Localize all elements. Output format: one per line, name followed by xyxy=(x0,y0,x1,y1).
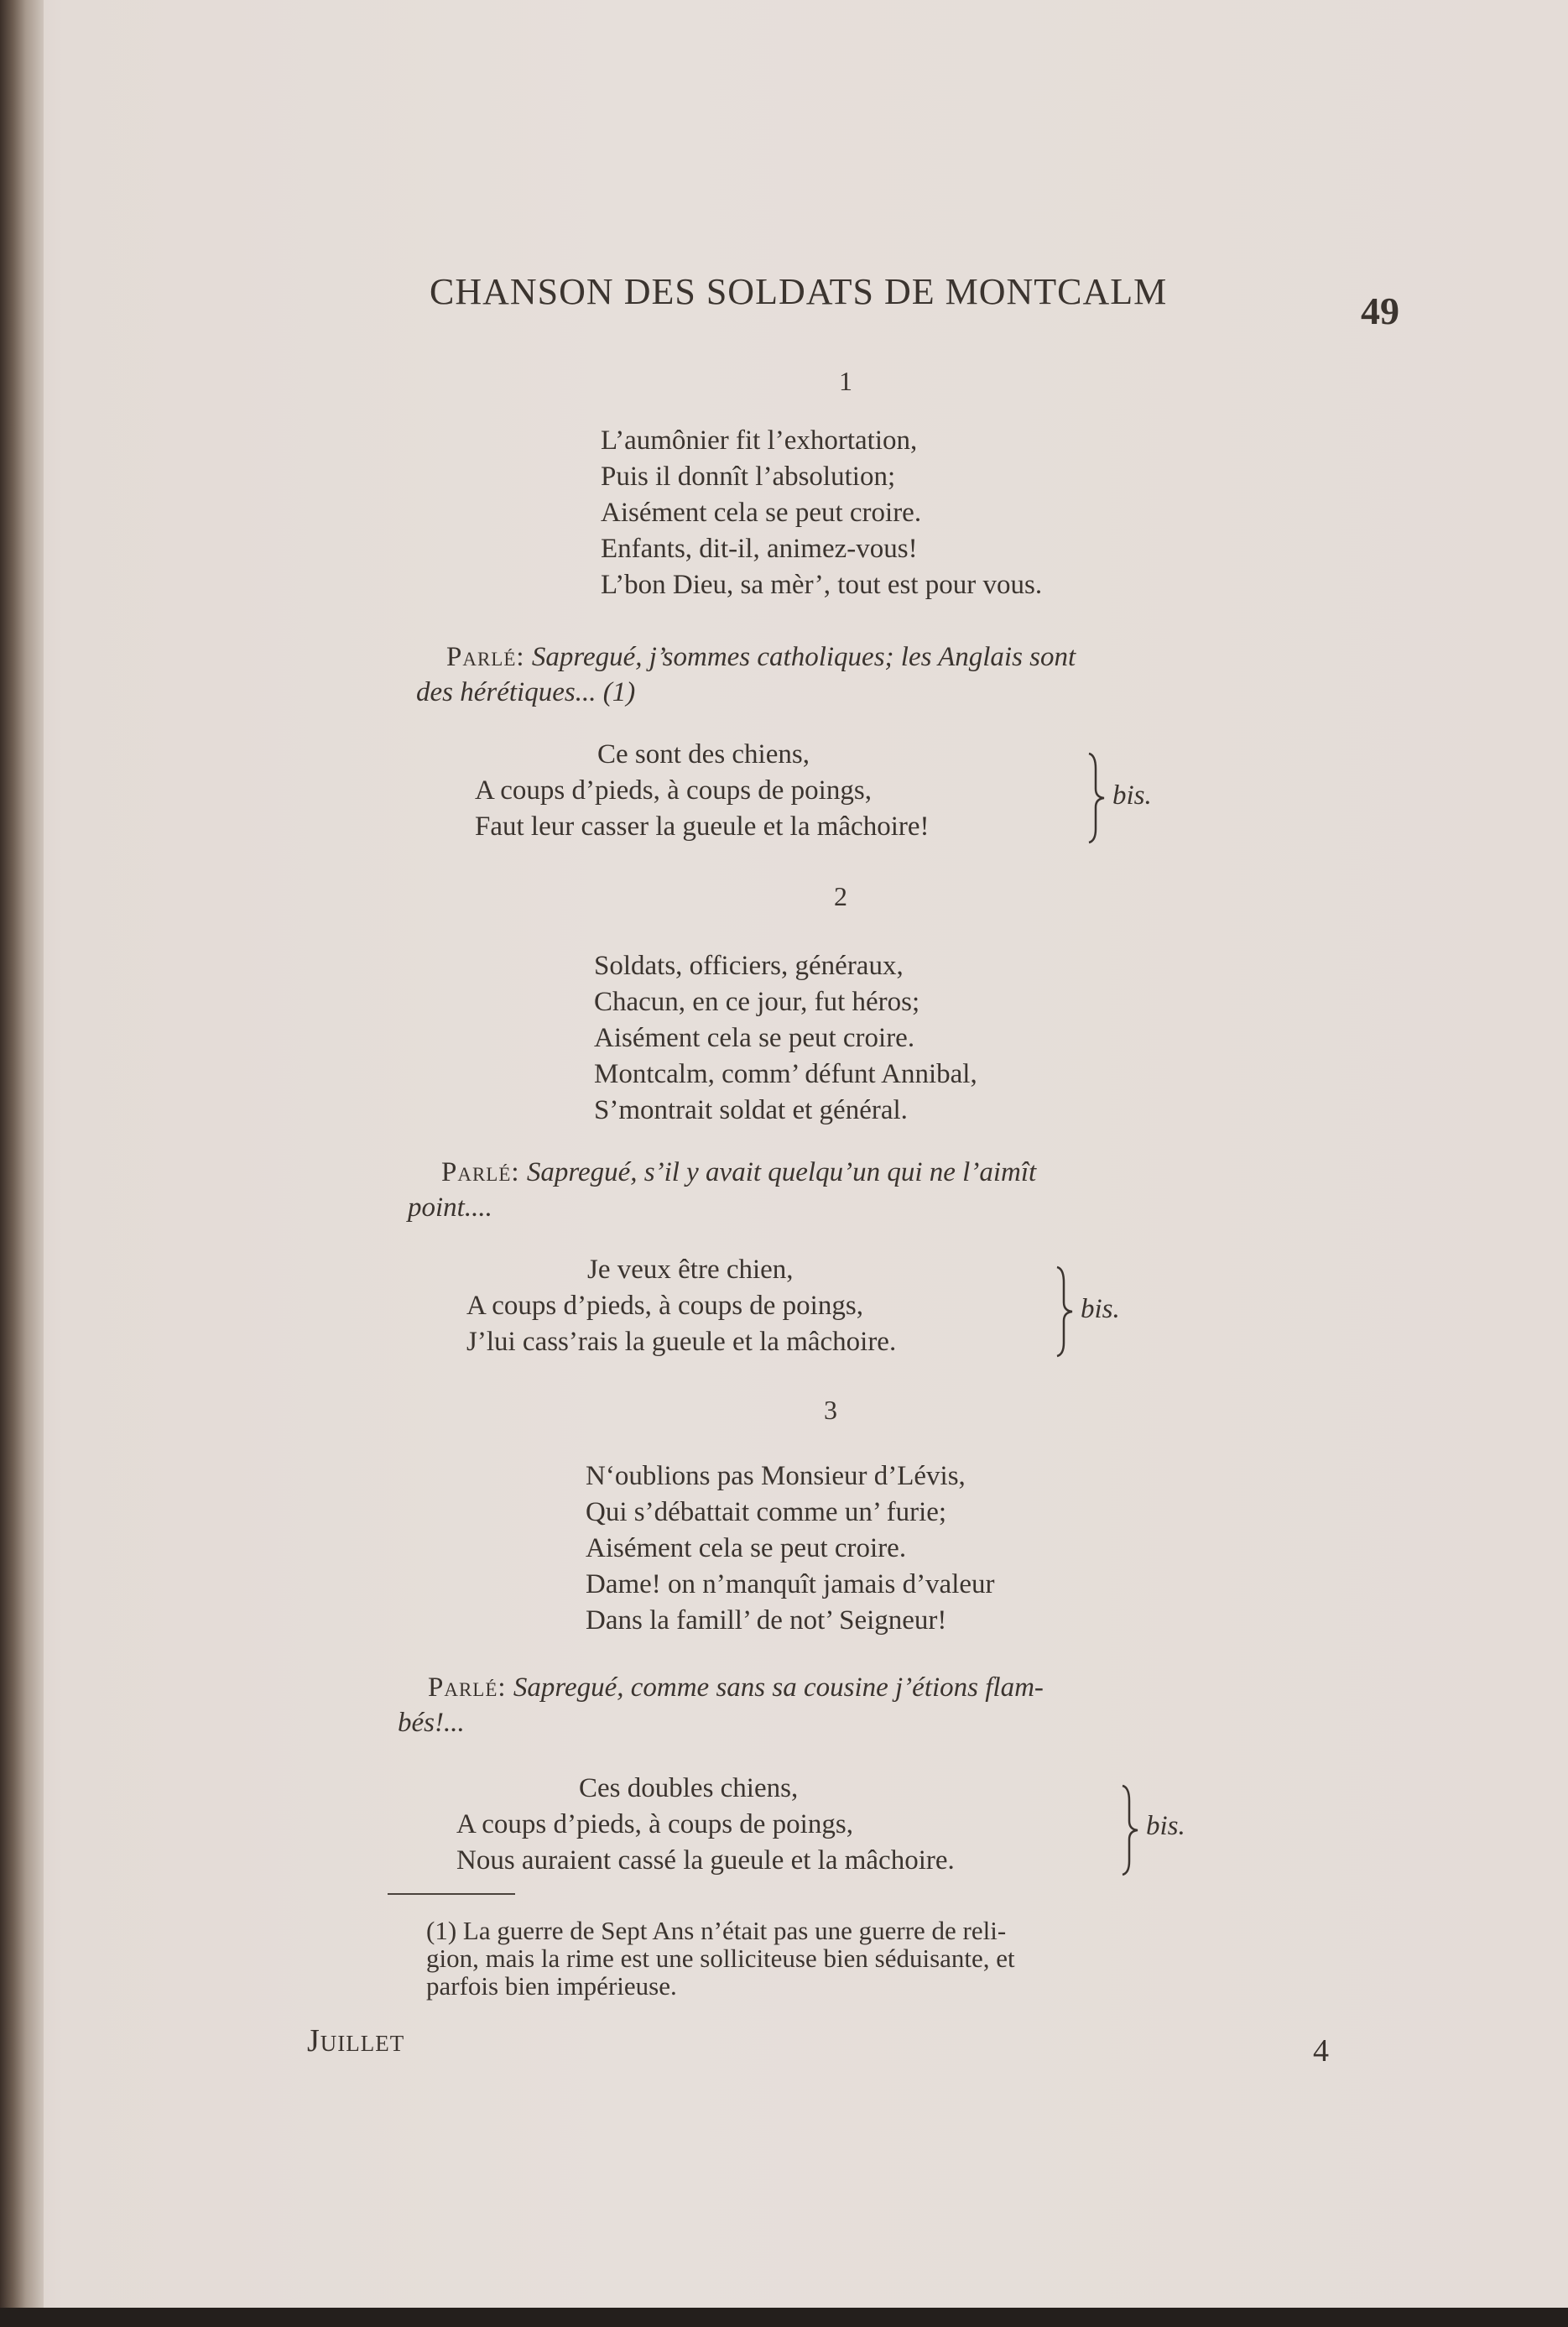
verse-line: Puis il donnît l’absolution; xyxy=(601,462,896,492)
stanza-2-spoken xyxy=(408,1155,1280,1225)
signature-mark: Juillet xyxy=(307,2023,405,2058)
stanza-2-verse xyxy=(594,948,977,1129)
stanza-3-spoken xyxy=(398,1670,1270,1740)
bis-label: bis. xyxy=(1112,780,1152,811)
stanza-number-1: 1 xyxy=(839,366,852,396)
refrain-line: Je veux être chien, xyxy=(587,1255,794,1285)
spoken-label: Parlé: xyxy=(446,642,525,672)
brace-icon xyxy=(1121,1784,1139,1876)
refrain-line: A coups d’pieds, à coups de poings, xyxy=(466,1291,863,1321)
refrain-line: J’lui cass’rais la gueule et la mâchoire. xyxy=(466,1327,897,1357)
verse-line: Qui s’débattait comme un’ furie; xyxy=(586,1497,947,1527)
verse-line: N‘oublions pas Monsieur d’Lévis, xyxy=(586,1461,966,1491)
stanza-number-2: 2 xyxy=(834,881,847,911)
verse-line: Dans la famill’ de not’ Seigneur! xyxy=(586,1605,947,1636)
footnote-line: gion, mais la rime est une solliciteuse bien séduisante, et xyxy=(426,1944,1015,1973)
refrain-line: Faut leur casser la gueule et la mâchoire! xyxy=(475,811,930,842)
verse-line: Enfants, dit-il, animez-vous! xyxy=(601,534,918,564)
spoken-text: Sapregué, s’il y avait quelqu’un qui ne l’aimît xyxy=(526,1157,1037,1187)
page-number: 49 xyxy=(1361,290,1399,332)
verse-line: L’aumônier fit l’exhortation, xyxy=(601,425,918,456)
bis-label: bis. xyxy=(1146,1811,1185,1841)
footnote-rule xyxy=(388,1893,515,1895)
spoken-text-continued: des hérétiques... (1) xyxy=(416,677,636,707)
page-bottom-edge xyxy=(0,2308,1568,2327)
verse-line: Aisément cela se peut croire. xyxy=(586,1533,907,1563)
stanza-1-refrain xyxy=(475,737,930,845)
footnote-line: parfois bien impérieuse. xyxy=(426,1971,677,2001)
refrain-line: Ces doubles chiens, xyxy=(579,1773,799,1803)
verse-line: S’montrait soldat et général. xyxy=(594,1095,908,1125)
verse-line: Chacun, en ce jour, fut héros; xyxy=(594,987,920,1017)
book-spine xyxy=(0,0,44,2308)
spoken-text: Sapregué, comme sans sa cousine j’étions flam- xyxy=(513,1672,1044,1703)
verse-line: Montcalm, comm’ défunt Annibal, xyxy=(594,1059,977,1089)
stanza-2-refrain xyxy=(466,1252,896,1360)
stanza-1-verse xyxy=(601,423,1042,603)
spoken-label: Parlé: xyxy=(428,1672,507,1703)
refrain-line: A coups d’pieds, à coups de poings, xyxy=(475,775,872,806)
verse-line: Dame! on n’manquît jamais d’valeur xyxy=(586,1569,995,1599)
stanza-1-spoken xyxy=(416,639,1289,710)
brace-icon xyxy=(1055,1265,1074,1358)
footnote xyxy=(426,1917,1265,2000)
verse-line: Aisément cela se peut croire. xyxy=(601,498,922,528)
signature-number: 4 xyxy=(1313,2033,1329,2069)
spoken-text-continued: bés!... xyxy=(398,1708,465,1738)
spoken-text-continued: point.... xyxy=(408,1192,492,1223)
stanza-3-verse xyxy=(586,1458,995,1639)
verse-line: Soldats, officiers, généraux, xyxy=(594,951,904,981)
spoken-label: Parlé: xyxy=(441,1157,520,1187)
spoken-text: Sapregué, j’sommes catholiques; les Anglais sont xyxy=(531,642,1076,672)
stanza-3-refrain xyxy=(456,1771,955,1879)
brace-icon xyxy=(1087,752,1106,844)
verse-line: Aisément cela se peut croire. xyxy=(594,1023,915,1053)
refrain-line: Nous auraient cassé la gueule et la mâchoire. xyxy=(456,1845,955,1876)
running-title: CHANSON DES SOLDATS DE MONTCALM xyxy=(430,271,1168,312)
refrain-line: A coups d’pieds, à coups de poings, xyxy=(456,1809,853,1839)
stanza-number-3: 3 xyxy=(824,1395,837,1425)
bis-label: bis. xyxy=(1081,1294,1120,1324)
refrain-line: Ce sont des chiens, xyxy=(597,739,810,770)
verse-line: L’bon Dieu, sa mèr’, tout est pour vous. xyxy=(601,570,1043,600)
footnote-line: (1) La guerre de Sept Ans n’était pas une guerre de reli- xyxy=(426,1916,1007,1945)
